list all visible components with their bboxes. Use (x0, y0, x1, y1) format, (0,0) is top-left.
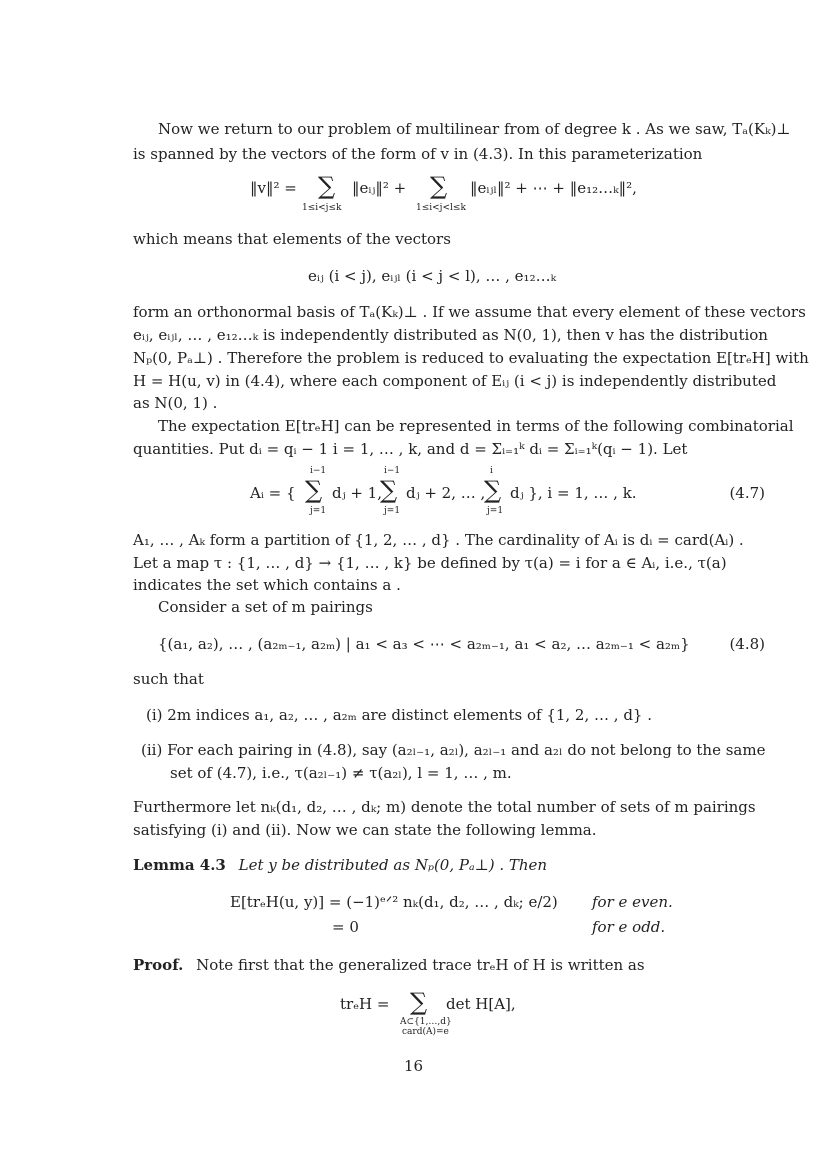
text-line: which means that elements of the vectors (133, 230, 451, 248)
equation-trace-lhs: trₑH = (340, 995, 390, 1013)
text-line: satisfying (i) and (ii). Now we can state the following lemma. (133, 821, 597, 839)
text-line: Now we return to our problem of multilinear from of degree k . As we saw, Tₐ(Kₖ)⊥ (158, 120, 791, 138)
text-line: is spanned by the vectors of the form of v in (4.3). In this parameterization (133, 145, 703, 163)
sum-limit: 1≤i<j≤k (302, 203, 342, 213)
lemma-equation: E[trₑH(u, y)] = (−1)ᵉᐟ² nₖ(d₁, d₂, … , dₖ; e/2) (230, 893, 558, 911)
condition-i: (i) 2m indices a₁, a₂, … , a₂ₘ are distinct elements of {1, 2, … , d} . (146, 706, 653, 724)
text-line: Nₚ(0, Pₐ⊥) . Therefore the problem is reduced to evaluating the expectation E[trₑH] with (133, 349, 809, 367)
lemma-condition: for e odd. (592, 918, 666, 936)
sum-limit: 1≤i<j<l≤k (416, 203, 466, 213)
sum-sign: ∑ (484, 476, 502, 504)
equation-vectors: eᵢⱼ (i < j), eᵢⱼₗ (i < j < l), … , e₁₂…ₖ (308, 267, 557, 285)
equation-number: (4.8) (729, 635, 765, 653)
sum-sign: ∑ (305, 476, 323, 504)
proof-text: Note first that the generalized trace trₑH of H is written as (196, 956, 645, 974)
sum-limit: A⊂{1,…,d} (400, 1017, 452, 1027)
equation-norm-term: ‖eᵢⱼ‖² + (352, 179, 407, 197)
sum-sign: ∑ (410, 988, 428, 1016)
sum-limit: card(A)=e (402, 1027, 449, 1037)
equation-ai-body: dⱼ + 1, (332, 484, 382, 502)
equation-norm-term: ‖eᵢⱼₗ‖² + ⋯ + ‖e₁₂…ₖ‖², (470, 179, 637, 197)
sum-limit: j=1 (487, 506, 504, 516)
sum-sign: ∑ (430, 172, 448, 200)
text-line: set of (4.7), i.e., τ(a₂ₗ₋₁) ≠ τ(a₂ₗ), l = 1, … , m. (170, 764, 512, 782)
lemma-text: Let y be distributed as Nₚ(0, Pₐ⊥) . Then (238, 856, 548, 874)
lemma-condition: for e even. (592, 893, 673, 911)
text-line: Furthermore let nₖ(d₁, d₂, … , dₖ; m) denote the total number of sets of m pairings (133, 798, 756, 816)
text-line: indicates the set which contains a . (133, 576, 401, 594)
equation-trace-rhs: det H[A], (446, 995, 516, 1013)
equation-norm-lhs: ‖v‖² = (250, 179, 297, 197)
sum-limit: j=1 (384, 506, 401, 516)
sum-limit: i−1 (310, 466, 327, 476)
text-line: quantities. Put dᵢ = qᵢ − 1 i = 1, … , k, and d = Σᵢ₌₁ᵏ dᵢ = Σᵢ₌₁ᵏ(qᵢ − 1). Let (133, 440, 688, 458)
condition-ii: (ii) For each pairing in (4.8), say (a₂ₗ₋₁, a₂ₗ), a₂ₗ₋₁ and a₂ₗ do not belong to the same (141, 741, 766, 759)
text-line: A₁, … , Aₖ form a partition of {1, 2, … , d} . The cardinality of Aᵢ is dᵢ = card(Aᵢ) . (133, 531, 744, 549)
text-line: H = H(u, v) in (4.4), where each component of Eᵢⱼ (i < j) is independently distributed (133, 372, 777, 390)
text-line: eᵢⱼ, eᵢⱼₗ, … , e₁₂…ₖ is independently distributed as N(0, 1), then v has the distribution (133, 326, 768, 344)
sum-limit: j=1 (310, 506, 327, 516)
lemma-heading: Lemma 4.3 (133, 856, 226, 874)
equation-pairings: {(a₁, a₂), … , (a₂ₘ₋₁, a₂ₘ) | a₁ < a₃ < ⋯ < a₂ₘ₋₁, a₁ < a₂, … a₂ₘ₋₁ < a₂ₘ} (158, 635, 690, 653)
equation-ai-lhs: Aᵢ = { (250, 484, 296, 502)
sum-sign: ∑ (380, 476, 398, 504)
text-line: as N(0, 1) . (133, 394, 218, 412)
sum-limit: i (490, 466, 493, 476)
text-line: form an orthonormal basis of Tₐ(Kₖ)⊥ . If we assume that every element of these vectors (133, 303, 806, 321)
equation-ai-body: dⱼ }, i = 1, … , k. (510, 484, 637, 502)
page-number: 16 (403, 1057, 424, 1075)
text-line: The expectation E[trₑH] can be represented in terms of the following combinatorial (158, 417, 794, 435)
text-line: Let a map τ : {1, … , d} → {1, … , k} be defined by τ(a) = i for a ∈ Aᵢ, i.e., τ(a) (133, 554, 727, 572)
sum-limit: i−1 (384, 466, 401, 476)
lemma-statement (133, 856, 547, 874)
equation-ai-body: dⱼ + 2, … , (406, 484, 486, 502)
text-line: Consider a set of m pairings (158, 598, 373, 616)
proof-statement (133, 956, 645, 974)
proof-heading: Proof. (133, 956, 184, 974)
equation-number: (4.7) (729, 484, 765, 502)
text-line: such that (133, 670, 204, 688)
sum-sign: ∑ (318, 172, 336, 200)
lemma-equation: = 0 (332, 918, 359, 936)
